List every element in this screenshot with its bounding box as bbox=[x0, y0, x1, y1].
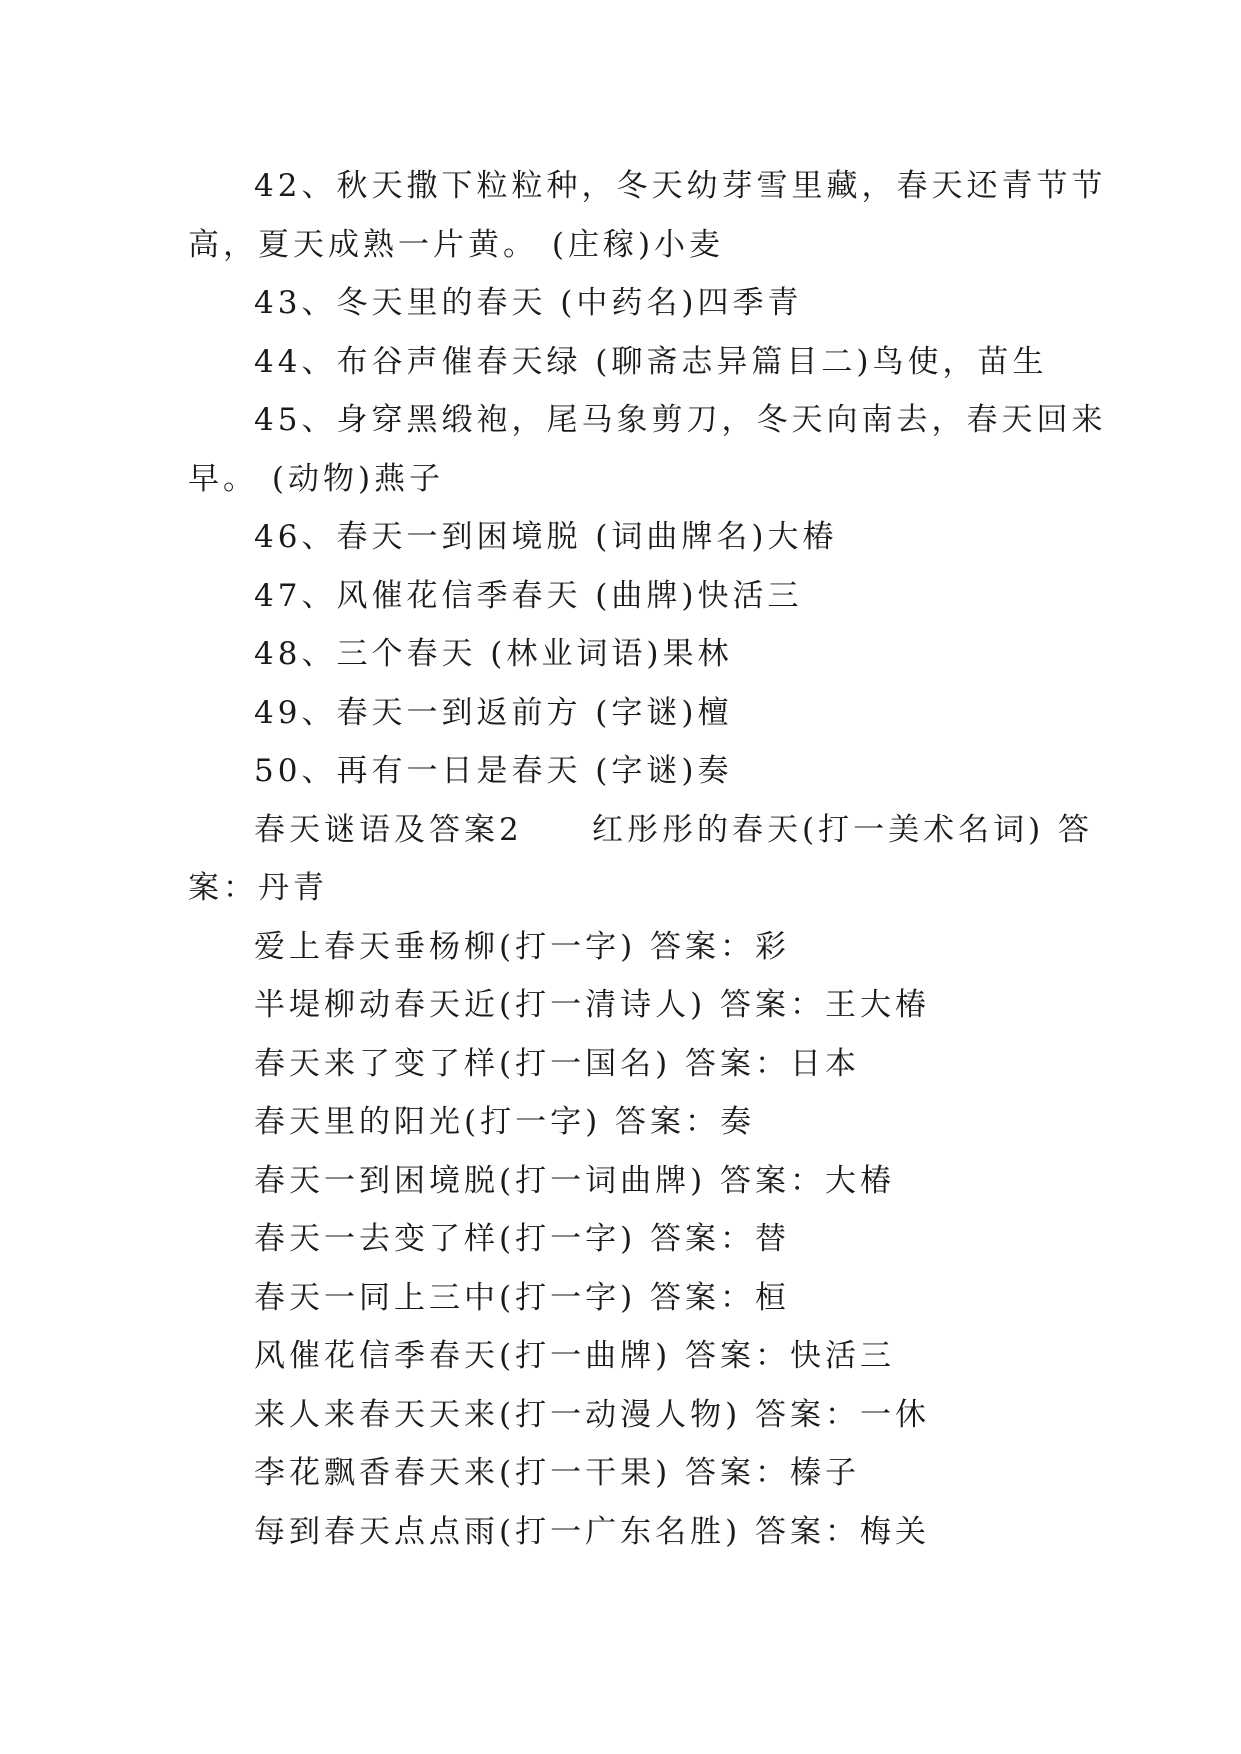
riddle-line: 春天里的阳光(打一字) 答案：奏 bbox=[254, 1104, 756, 1140]
riddle-line: 49、春天一到返前方 (字谜)檀 bbox=[254, 694, 733, 731]
riddle-line: 44、布谷声催春天绿 (聊斋志异篇目二)鸟使，苗生 bbox=[254, 343, 1048, 380]
riddle-line: 50、再有一日是春天 (字谜)奏 bbox=[254, 753, 733, 789]
riddle-line: 春天一去变了样(打一字) 答案：替 bbox=[254, 1221, 791, 1257]
riddle-line: 爱上春天垂杨柳(打一字) 答案：彩 bbox=[254, 928, 791, 965]
riddle-line: 早。 (动物)燕子 bbox=[188, 460, 445, 497]
riddle-line: 高，夏天成熟一片黄。 (庄稼)小麦 bbox=[188, 226, 725, 263]
riddle-line: 45、身穿黑缎袍，尾马象剪刀，冬天向南去，春天回来 bbox=[254, 402, 1107, 438]
riddle-line: 43、冬天里的春天 (中药名)四季青 bbox=[254, 285, 803, 321]
riddle-line: 李花飘香春天来(打一干果) 答案：榛子 bbox=[254, 1455, 861, 1491]
section-heading-line: 春天谜语及答案2 红彤彤的春天(打一美术名词) 答 bbox=[254, 811, 1094, 848]
riddle-line: 48、三个春天 (林业词语)果林 bbox=[254, 636, 733, 672]
riddle-line: 春天来了变了样(打一国名) 答案：日本 bbox=[254, 1045, 861, 1082]
riddle-line: 春天一到困境脱(打一词曲牌) 答案：大椿 bbox=[254, 1162, 896, 1199]
riddle-line: 来人来春天天来(打一动漫人物) 答案：一休 bbox=[254, 1396, 931, 1433]
riddle-line: 46、春天一到困境脱 (词曲牌名)大椿 bbox=[254, 519, 838, 555]
riddle-line: 春天一同上三中(打一字) 答案：桓 bbox=[254, 1279, 791, 1316]
riddle-line: 半堤柳动春天近(打一清诗人) 答案：王大椿 bbox=[254, 987, 931, 1023]
text-body bbox=[188, 157, 1107, 1561]
riddle-line: 42、秋天撒下粒粒种，冬天幼芽雪里藏，春天还青节节 bbox=[254, 168, 1107, 204]
riddle-line: 风催花信季春天(打一曲牌) 答案：快活三 bbox=[254, 1338, 896, 1374]
riddle-line: 每到春天点点雨(打一广东名胜) 答案：梅关 bbox=[254, 1513, 931, 1550]
riddle-line: 47、风催花信季春天 (曲牌)快活三 bbox=[254, 577, 803, 614]
riddle-line: 案：丹青 bbox=[188, 870, 328, 906]
